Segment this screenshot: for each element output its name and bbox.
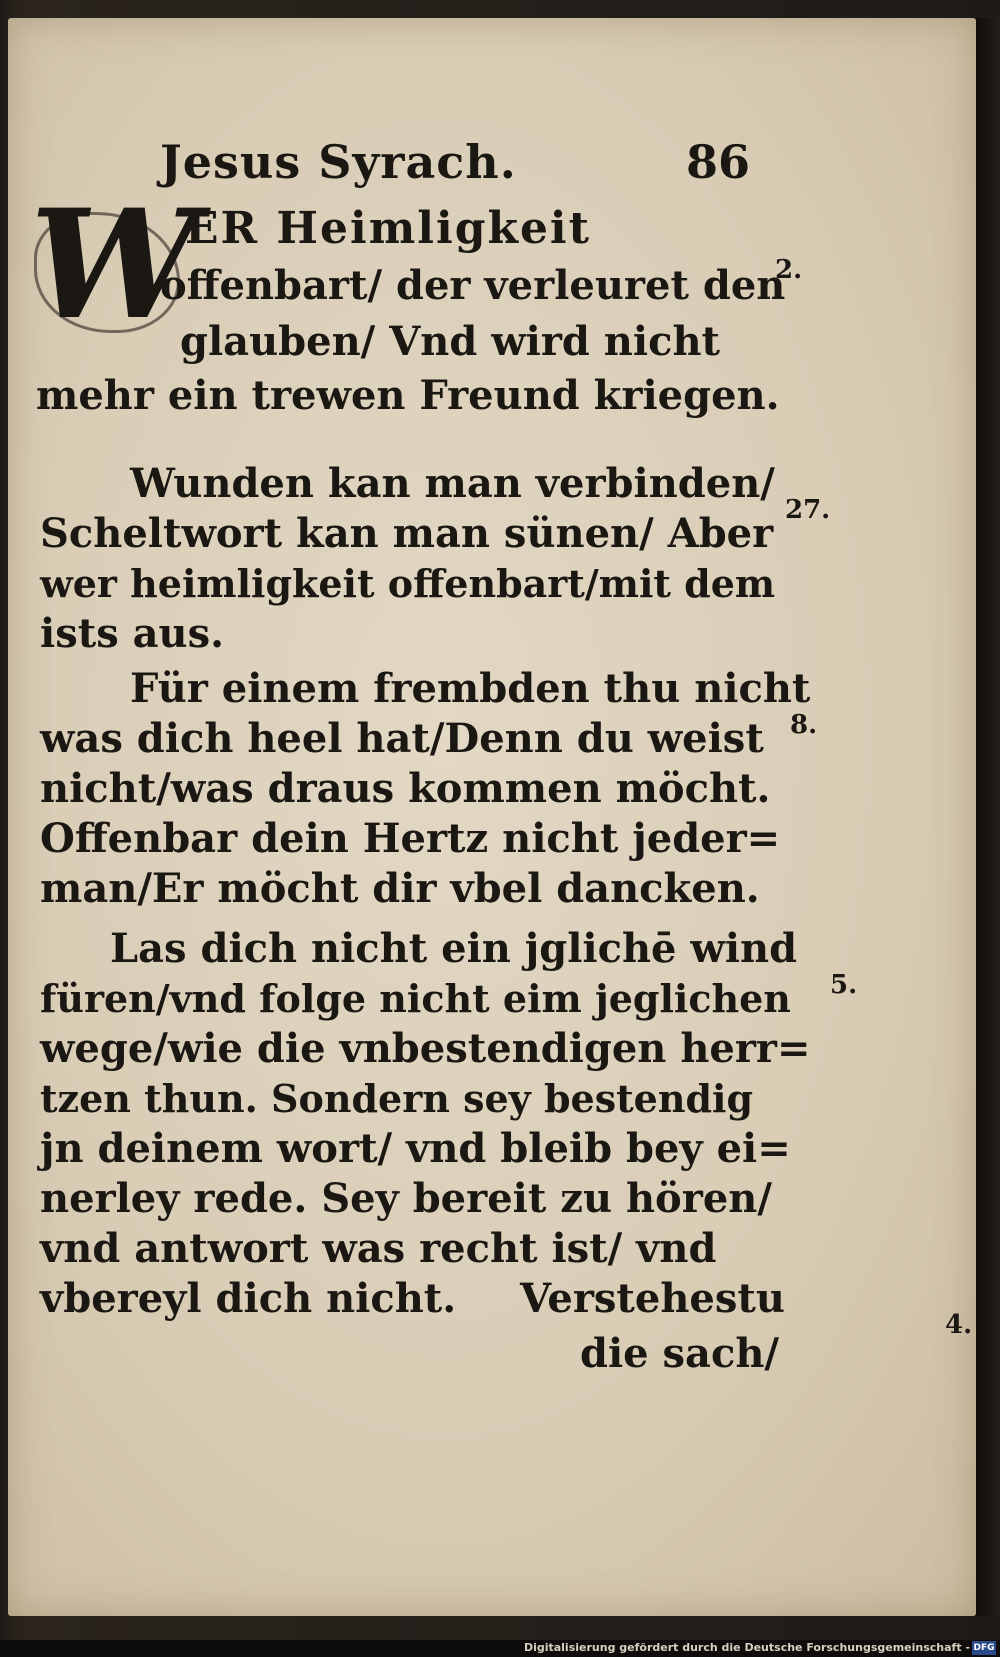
margin-verse-number: 4. bbox=[945, 1310, 973, 1340]
text-line: ER Heimligkeit bbox=[185, 203, 591, 254]
text-line: offenbart/ der verleuret den bbox=[160, 262, 786, 309]
text-line: man/Er möcht dir vbel dancken. bbox=[40, 865, 760, 912]
text-line: nicht/was draus kommen möcht. bbox=[40, 765, 771, 812]
page-number: 86 bbox=[685, 135, 750, 189]
decorated-initial-letter: W bbox=[30, 177, 199, 353]
text-line: tzen thun. Sondern sey bestendig bbox=[40, 1076, 754, 1121]
margin-verse-number: 27. bbox=[785, 495, 831, 525]
text-line: ists aus. bbox=[40, 610, 225, 657]
text-line: jn deinem wort/ vnd bleib bey ei= bbox=[40, 1125, 791, 1172]
margin-verse-number: 2. bbox=[775, 255, 803, 285]
page-edge bbox=[976, 18, 1000, 1616]
digitization-credit: Digitalisierung gefördert durch die Deutsche Forschungsgemeinschaft - bbox=[523, 1641, 970, 1654]
page-header bbox=[160, 135, 750, 195]
text-line: nerley rede. Sey bereit zu hören/ bbox=[40, 1175, 772, 1222]
text-line: Las dich nicht ein jglichē wind bbox=[110, 925, 798, 972]
text-line: vbereyl dich nicht. bbox=[40, 1275, 457, 1322]
text-line: glauben/ Vnd wird nicht bbox=[180, 318, 720, 365]
text-line: Scheltwort kan man sünen/ Aber bbox=[40, 510, 774, 557]
text-line: mehr ein trewen Freund kriegen. bbox=[36, 372, 780, 419]
text-line: wege/wie die vnbestendigen herr= bbox=[40, 1025, 811, 1072]
catchword: die sach/ bbox=[580, 1330, 780, 1377]
dfg-logo: DFG bbox=[973, 1643, 995, 1653]
text-line: wer heimligkeit offenbart/mit dem bbox=[40, 561, 776, 606]
text-line: vnd antwort was recht ist/ vnd bbox=[40, 1225, 717, 1272]
text-line: Offenbar dein Hertz nicht jeder= bbox=[40, 815, 781, 862]
text-line: Für einem frembden thu nicht bbox=[130, 665, 811, 712]
text-line: Verstehestu bbox=[520, 1275, 785, 1322]
margin-verse-number: 5. bbox=[830, 970, 858, 1000]
text-line: Wunden kan man verbinden/ bbox=[130, 460, 775, 507]
running-title: Jesus Syrach. bbox=[160, 135, 517, 189]
text-line: füren/vnd folge nicht eim jeglichen bbox=[40, 976, 791, 1021]
text-line: was dich heel hat/Denn du weist bbox=[40, 715, 764, 762]
margin-verse-number: 8. bbox=[790, 710, 818, 740]
